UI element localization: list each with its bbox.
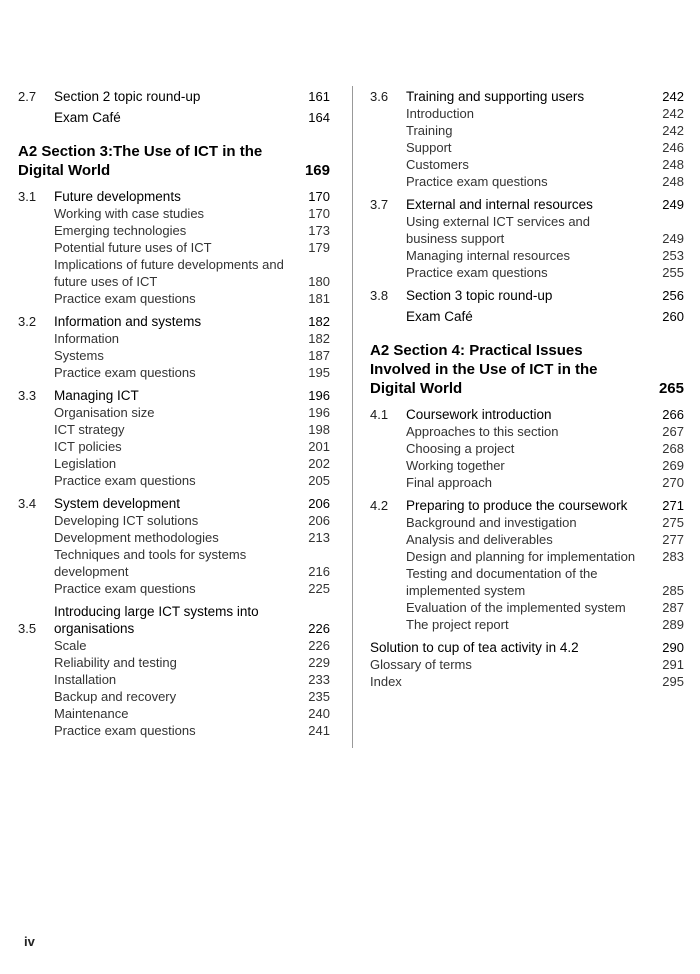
toc-page-number: 196 <box>308 388 330 403</box>
toc-page-number: 242 <box>662 106 684 121</box>
toc-entry-title: Practice exam questions <box>406 174 548 189</box>
toc-page-number: 270 <box>662 475 684 490</box>
toc-subsection-row <box>18 421 330 438</box>
toc-page-number: 285 <box>662 583 684 598</box>
toc-subsection-row <box>18 330 330 347</box>
toc-page-number: 246 <box>662 140 684 155</box>
toc-page-number: 260 <box>662 309 684 324</box>
toc-entry-title: Working together <box>406 458 505 473</box>
toc-page-number: 242 <box>662 89 684 104</box>
toc-page-number: 216 <box>308 564 330 579</box>
toc-backmatter-group <box>370 639 684 690</box>
toc-entry-title: Background and investigation <box>406 515 577 530</box>
toc-entry-title: Information and systems <box>54 314 202 329</box>
toc-chapter-number: 3.2 <box>18 314 37 329</box>
toc-subsection-row <box>370 531 684 548</box>
toc-subsection-row <box>18 347 330 364</box>
toc-entry-title: Reliability and testing <box>54 655 177 670</box>
toc-entry-title: ICT policies <box>54 439 122 454</box>
toc-chapter-row <box>370 406 684 423</box>
toc-subsection-row <box>18 455 330 472</box>
toc-page-number: 267 <box>662 424 684 439</box>
toc-entry-title: Installation <box>54 672 117 687</box>
toc-entry-title: Approaches to this section <box>406 424 559 439</box>
toc-page-number: 206 <box>308 513 330 528</box>
toc-entry-title: Final approach <box>406 475 492 490</box>
toc-entry-title: Coursework introduction <box>406 407 552 422</box>
toc-entry-title: Analysis and deliverables <box>406 532 553 547</box>
toc-subsection-row <box>370 599 684 616</box>
toc-entry-title: Systems <box>54 348 104 363</box>
toc-page-number: 206 <box>308 496 330 511</box>
toc-subsection-row <box>18 580 330 597</box>
toc-left-column <box>18 84 330 745</box>
toc-entry-title: Using external ICT services and business support <box>406 214 591 246</box>
toc-entry-title: Introduction <box>406 106 474 121</box>
toc-entry-title: Scale <box>54 638 87 653</box>
toc-entry-title: Section 2 topic round-up <box>54 89 201 104</box>
toc-page-number: 205 <box>308 473 330 488</box>
toc-backmatter-row <box>370 673 684 690</box>
toc-chapter-group <box>370 88 684 190</box>
toc-page-number: 269 <box>662 458 684 473</box>
toc-page-number: 256 <box>662 288 684 303</box>
toc-subsection-row <box>370 213 684 247</box>
toc-page-number: 275 <box>662 515 684 530</box>
toc-subsection-row <box>370 264 684 281</box>
toc-entry-title: Testing and documentation of the implemented system <box>406 566 598 598</box>
toc-subsection-row <box>18 512 330 529</box>
toc-subsection-row <box>370 139 684 156</box>
toc-entry-title: Index <box>370 674 402 689</box>
toc-chapter-row <box>18 603 330 637</box>
toc-page-number: 249 <box>662 231 684 246</box>
toc-page-number: 201 <box>308 439 330 454</box>
toc-page-number: 229 <box>308 655 330 670</box>
section-heading-page: 169 <box>304 162 330 179</box>
toc-subsection-row <box>18 438 330 455</box>
toc-chapter-row <box>18 88 330 105</box>
toc-chapter-row <box>370 88 684 105</box>
toc-subsection-row <box>370 616 684 633</box>
toc-chapter-group <box>18 495 330 597</box>
toc-subsection-row <box>370 457 684 474</box>
toc-page-number: 289 <box>662 617 684 632</box>
toc-entry-title: Training <box>406 123 453 138</box>
toc-subsection-row <box>18 671 330 688</box>
toc-page-number: 161 <box>308 89 330 104</box>
toc-subsection-row <box>18 722 330 739</box>
toc-entry-title: Choosing a project <box>406 441 515 456</box>
toc-backmatter-row <box>370 656 684 673</box>
toc-entry-title: Evaluation of the implemented system <box>406 600 626 615</box>
toc-entry-title: Developing ICT solutions <box>54 513 199 528</box>
toc-entry-title: Emerging technologies <box>54 223 187 238</box>
toc-subsection-row <box>18 364 330 381</box>
toc-right-column <box>370 84 684 696</box>
toc-page-number: 255 <box>662 265 684 280</box>
toc-entry-title: Potential future uses of ICT <box>54 240 212 255</box>
toc-page-number: 225 <box>308 581 330 596</box>
toc-subsection-row <box>370 247 684 264</box>
toc-subsection-row <box>370 156 684 173</box>
toc-page-number: 179 <box>308 240 330 255</box>
toc-subsection-row <box>370 440 684 457</box>
toc-entry-title: Organisation size <box>54 405 155 420</box>
toc-chapter-row <box>18 188 330 205</box>
toc-chapter-group <box>370 287 684 325</box>
toc-subsection-row <box>18 705 330 722</box>
section-heading <box>18 142 330 180</box>
section-heading <box>370 341 684 398</box>
toc-entry-title: Practice exam questions <box>54 723 196 738</box>
toc-entry-title: Solution to cup of tea activity in 4.2 <box>370 640 579 655</box>
toc-entry-title: Maintenance <box>54 706 129 721</box>
toc-page-number: 268 <box>662 441 684 456</box>
toc-entry-title: Managing ICT <box>54 388 139 403</box>
toc-page-number: 248 <box>662 174 684 189</box>
toc-page-number: 277 <box>662 532 684 547</box>
toc-page-number: 195 <box>308 365 330 380</box>
toc-page-number: 182 <box>308 314 330 329</box>
toc-page-number: 283 <box>662 549 684 564</box>
toc-page-number: 196 <box>308 405 330 420</box>
section-heading-page: 265 <box>658 380 684 397</box>
toc-entry-title: Information <box>54 331 120 346</box>
toc-subsection-row <box>370 474 684 491</box>
toc-chapter-row <box>370 308 684 325</box>
toc-chapter-row <box>370 287 684 304</box>
toc-chapter-number: 3.7 <box>370 197 389 212</box>
toc-chapter-number: 3.3 <box>18 388 37 403</box>
toc-page-number: 249 <box>662 197 684 212</box>
toc-subsection-row <box>370 514 684 531</box>
toc-chapter-group <box>18 88 330 126</box>
toc-entry-title: ICT strategy <box>54 422 125 437</box>
toc-subsection-row <box>18 222 330 239</box>
toc-chapter-group <box>18 313 330 381</box>
toc-page-number: 241 <box>308 723 330 738</box>
toc-subsection-row <box>18 256 330 290</box>
toc-entry-title: Design and planning for implementation <box>406 549 636 564</box>
toc-subsection-row <box>370 565 684 599</box>
toc-chapter-number: 2.7 <box>18 89 37 104</box>
toc-backmatter-row <box>370 639 684 656</box>
toc-entry-title: Preparing to produce the coursework <box>406 498 628 513</box>
toc-page-number: 226 <box>308 638 330 653</box>
toc-page-number: 287 <box>662 600 684 615</box>
toc-page-number: 202 <box>308 456 330 471</box>
toc-page-number: 290 <box>662 640 684 655</box>
toc-chapter-group <box>370 497 684 633</box>
toc-subsection-row <box>18 529 330 546</box>
toc-entry-title: Support <box>406 140 452 155</box>
toc-subsection-row <box>18 472 330 489</box>
toc-chapter-row <box>370 196 684 213</box>
toc-entry-title: Implications of future developments and future uses of ICT <box>54 257 284 289</box>
toc-page-number: 266 <box>662 407 684 422</box>
toc-chapter-group <box>370 406 684 491</box>
toc-entry-title: Working with case studies <box>54 206 205 221</box>
toc-entry-title: Development methodologies <box>54 530 219 545</box>
toc-page-number: 295 <box>662 674 684 689</box>
toc-entry-title: Exam Café <box>406 309 473 324</box>
toc-chapter-row <box>18 387 330 404</box>
toc-chapter-number: 3.8 <box>370 288 389 303</box>
toc-page-number: 198 <box>308 422 330 437</box>
toc-subsection-row <box>18 688 330 705</box>
toc-subsection-row <box>370 548 684 565</box>
section-heading-title: A2 Section 3:The Use of ICT in the Digital World <box>18 143 263 179</box>
toc-chapter-row <box>18 109 330 126</box>
toc-page-number: 242 <box>662 123 684 138</box>
toc-chapter-number: 3.4 <box>18 496 37 511</box>
page-number: iv <box>24 934 35 949</box>
toc-entry-title: Customers <box>406 157 469 172</box>
toc-page-number: 164 <box>308 110 330 125</box>
toc-entry-title: Practice exam questions <box>54 473 196 488</box>
toc-entry-title: Training and supporting users <box>406 89 585 104</box>
toc-chapter-group <box>18 188 330 307</box>
toc-entry-title: Section 3 topic round-up <box>406 288 553 303</box>
toc-page-number: 213 <box>308 530 330 545</box>
toc-entry-title: The project report <box>406 617 509 632</box>
toc-chapter-number: 3.1 <box>18 189 37 204</box>
toc-entry-title: Practice exam questions <box>54 291 196 306</box>
toc-subsection-row <box>18 637 330 654</box>
toc-subsection-row <box>18 205 330 222</box>
toc-entry-title: Exam Café <box>54 110 121 125</box>
toc-chapter-number: 3.6 <box>370 89 389 104</box>
section-heading-title: A2 Section 4: Practical Issues Involved in the Use of ICT in the Digital World <box>370 342 598 397</box>
toc-page-number: 170 <box>308 206 330 221</box>
toc-subsection-row <box>18 239 330 256</box>
toc-entry-title: Practice exam questions <box>406 265 548 280</box>
toc-page-number: 291 <box>662 657 684 672</box>
column-divider <box>352 86 353 748</box>
toc-entry-title: Techniques and tools for systems development <box>54 547 247 579</box>
toc-entry-title: Practice exam questions <box>54 365 196 380</box>
toc-page-number: 180 <box>308 274 330 289</box>
toc-chapter-number: 4.1 <box>370 407 389 422</box>
toc-page-number: 271 <box>662 498 684 513</box>
toc-page-number: 170 <box>308 189 330 204</box>
toc-page-number: 181 <box>308 291 330 306</box>
toc-entry-title: System development <box>54 496 181 511</box>
toc-chapter-row <box>370 497 684 514</box>
toc-page-number: 173 <box>308 223 330 238</box>
toc-entry-title: Managing internal resources <box>406 248 571 263</box>
toc-page-number: 187 <box>308 348 330 363</box>
toc-entry-title: Introducing large ICT systems into organisations <box>54 604 259 636</box>
toc-subsection-row <box>18 404 330 421</box>
toc-page-number: 182 <box>308 331 330 346</box>
toc-page-number: 240 <box>308 706 330 721</box>
toc-chapter-row <box>18 495 330 512</box>
toc-entry-title: External and internal resources <box>406 197 593 212</box>
toc-chapter-number: 3.5 <box>18 621 37 636</box>
toc-page-number: 248 <box>662 157 684 172</box>
toc-subsection-row <box>370 173 684 190</box>
toc-chapter-group <box>18 387 330 489</box>
toc-chapter-group <box>18 603 330 739</box>
toc-subsection-row <box>18 546 330 580</box>
toc-chapter-group <box>370 196 684 281</box>
toc-chapter-row <box>18 313 330 330</box>
toc-page-number: 235 <box>308 689 330 704</box>
toc-page-number: 253 <box>662 248 684 263</box>
toc-chapter-number: 4.2 <box>370 498 389 513</box>
toc-page-number: 226 <box>308 621 330 636</box>
toc-page-number: 233 <box>308 672 330 687</box>
toc-subsection-row <box>18 290 330 307</box>
toc-subsection-row <box>370 122 684 139</box>
toc-entry-title: Practice exam questions <box>54 581 196 596</box>
toc-entry-title: Legislation <box>54 456 117 471</box>
toc-entry-title: Future developments <box>54 189 181 204</box>
toc-subsection-row <box>370 423 684 440</box>
toc-entry-title: Glossary of terms <box>370 657 472 672</box>
toc-subsection-row <box>18 654 330 671</box>
toc-subsection-row <box>370 105 684 122</box>
toc-entry-title: Backup and recovery <box>54 689 177 704</box>
